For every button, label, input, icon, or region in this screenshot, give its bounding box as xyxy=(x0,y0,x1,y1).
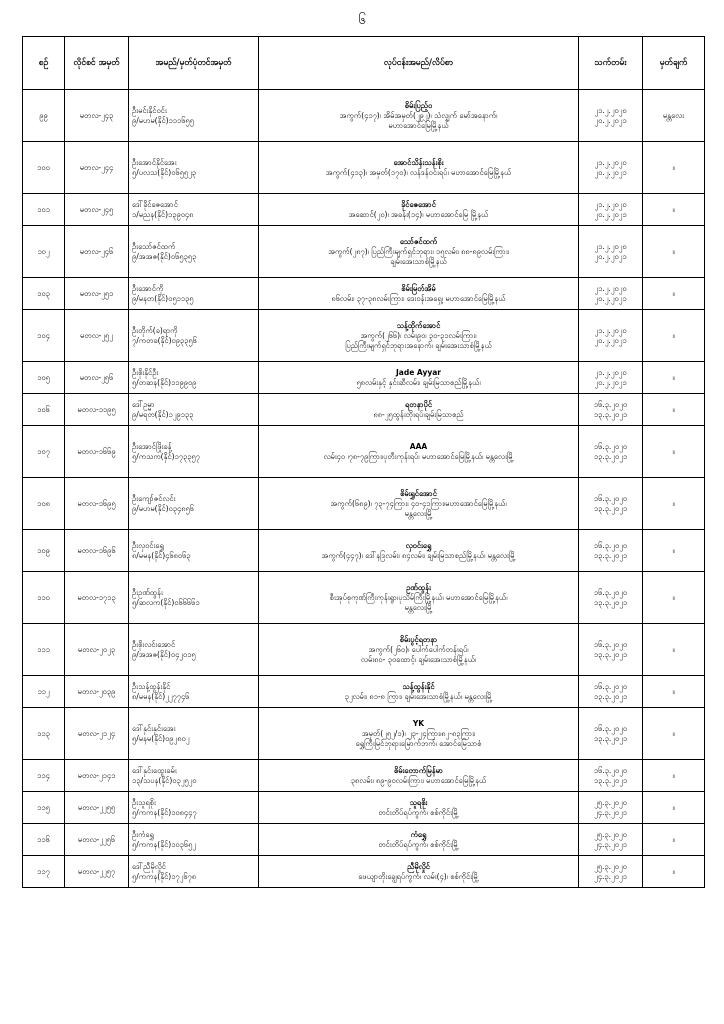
license-cell: မတလ-၂၄၅ xyxy=(65,194,129,226)
page-number: ၆ xyxy=(358,13,366,28)
validity-date: ၂၀.၂.၂၀၂၁ xyxy=(594,335,627,345)
table-row xyxy=(23,760,705,792)
business-cell xyxy=(259,624,579,676)
owner-cell xyxy=(129,90,259,142)
business-name: အောင်သိန်းသန်းစိုး xyxy=(393,157,444,167)
owner-line: ၈/မမန(နိုင်)၄၆၈၀၆၃ xyxy=(132,550,191,560)
validity-date: ၂၅.၃.၂၀၂၀ xyxy=(594,829,627,839)
serial-cell: ၁၀၂ xyxy=(23,226,65,278)
license-cell: မတလ-၁၆၆၉ xyxy=(65,426,129,478)
address-line: စီးအုပ်စုကုဏ်ကြီးကုန်းရွာ၊ပုသိမ်ကြီးမြို့နယ်၊ မဟာအောင်မြေမြို့နယ်၊ xyxy=(329,592,508,602)
owner-cell xyxy=(129,226,259,278)
validity-cell xyxy=(579,530,643,572)
owner-cell xyxy=(129,310,259,362)
table-row xyxy=(23,792,705,824)
validity-date: ၁၃.၃.၂၀၂၁ xyxy=(593,691,628,701)
address-line: အကွက်(၂၈၇)၊ ပြည်ကြီးမျက်ရှင်ဘုရား၊ ၁၅လမ်း၊ ၈၈-၈၉လမ်းကြား၊ xyxy=(328,246,509,256)
validity-cell xyxy=(579,142,643,194)
header-license-no: လိုင်စင် အမှတ် xyxy=(65,37,129,90)
license-cell: မတလ-၁၆၉၆ xyxy=(65,530,129,572)
table-row xyxy=(23,478,705,530)
table-row xyxy=(23,142,705,194)
remark-cell: ။ xyxy=(643,708,705,760)
serial-cell: ၁၀၃ xyxy=(23,278,65,310)
validity-date: ၁၃.၃.၂၀၂၁ xyxy=(593,649,628,659)
remark-cell: ။ xyxy=(643,760,705,792)
owner-cell xyxy=(129,426,259,478)
owner-line: ဒေါ်နှင်းနှင်းအေး xyxy=(132,723,176,733)
validity-date: ၂၅.၃.၂၀၂၀ xyxy=(594,797,627,807)
remark-cell: ။ xyxy=(643,194,705,226)
business-cell xyxy=(259,278,579,310)
owner-line: ဦးသော်ဇင်ထက် xyxy=(132,241,176,251)
owner-cell xyxy=(129,278,259,310)
owner-cell xyxy=(129,572,259,624)
license-cell: မတလ-၂၂၅၇ xyxy=(65,856,129,888)
remark-cell: ။ xyxy=(643,824,705,856)
owner-cell xyxy=(129,708,259,760)
business-cell xyxy=(259,310,579,362)
address-line: ၈၆လမ်း၊ ၃၇-၃၈လမ်းကြား၊ ဒေးဝန်းအရှေ့၊ မဟာအောင်မြေမြို့နယ် xyxy=(331,293,506,303)
business-name: YK xyxy=(412,718,425,728)
remark-cell: ။ xyxy=(643,856,705,888)
owner-line: ၅/ကကန(နိုင်)၁၀၈၄၄၇ xyxy=(132,807,197,817)
owner-line: ၉/မဟမ(နိုင်)၀၃၄၈၅၆ xyxy=(132,503,194,513)
business-cell xyxy=(259,792,579,824)
license-cell: မတလ-၂၂၅၅ xyxy=(65,792,129,824)
owner-line: ဒေါ်နှင်းထွေးခမ်း xyxy=(132,765,177,775)
validity-date: ၁၃.၃.၂၀၂၁ xyxy=(593,775,628,785)
table-row xyxy=(23,394,705,426)
owner-line: ဦးတိုက်(ခ)ရာကို xyxy=(132,325,178,335)
address-line: ချမ်းအေးသာစံမြို့နယ် xyxy=(390,256,447,266)
address-line: လမ်း၄၀ ၊၇၈-၇၉ကြား၊ပုတီးကုန်းရပ်၊ မဟာအောင်မြေမြို့နယ်၊ မန္တလေးမြို့ xyxy=(323,451,514,461)
serial-cell: ၁၁၇ xyxy=(23,856,65,888)
license-cell: မတလ-၂၄၃ xyxy=(65,90,129,142)
owner-line: ၉/မနတ(နိုင်)၀၅၁၁၃၅ xyxy=(132,293,194,303)
license-cell: မတလ-၁၁၉၅ xyxy=(65,394,129,426)
owner-line: ဦးမင်းနိုင်ဝင်း xyxy=(132,105,167,115)
license-table xyxy=(22,36,705,888)
owner-line: ၅/ကကန(နိုင်)၁၇၂၆၇၈ xyxy=(132,871,197,881)
remark-cell: ။ xyxy=(643,572,705,624)
table-row xyxy=(23,426,705,478)
business-name: ခိုင်ဇေအောင် xyxy=(401,199,436,209)
validity-cell xyxy=(579,194,643,226)
validity-date: ၁၃.၃.၂၀၂၁ xyxy=(593,451,628,461)
owner-line: ဦးကံရွှေ xyxy=(132,829,154,839)
validity-date: ၂၁.၂.၂၀၂၀ xyxy=(594,157,627,167)
header-remark: မှတ်ချက် xyxy=(643,37,705,90)
validity-cell xyxy=(579,760,643,792)
owner-line: ၁၃/သပန(နိုင်)၀၃၂၅၂၀ xyxy=(132,775,197,785)
table-row xyxy=(23,856,705,888)
license-cell: မတလ-၂၁၄၁ xyxy=(65,760,129,792)
owner-line: ၅/တဆန(နိုင်)၁၁၉၉၀၉ xyxy=(132,377,197,387)
address-line: ၈၈-၂၅ထွန်းတိုးရပ်၊ချမ်းမြသာစည် xyxy=(373,409,464,419)
validity-date: ၁၆.၃.၂၀၂၀ xyxy=(593,723,628,733)
header-serial: စဉ် xyxy=(23,37,65,90)
table-row xyxy=(23,278,705,310)
business-name: AAA xyxy=(409,441,428,451)
serial-cell: ၁၁၆ xyxy=(23,824,65,856)
remark-cell: ။ xyxy=(643,310,705,362)
owner-line: ၉/အအဇ(နိုင်)၀၄၂၀၁၅ xyxy=(132,649,196,659)
business-name: ညီမိုလှိုင် xyxy=(407,861,430,871)
serial-cell: ၁၀၆ xyxy=(23,394,65,426)
address-line: အကွက်(၆၈၉)၊ ၇၃-၇၄ကြား၊ ၄၀-၄၁ကြား၊မဟာအောင်မြေမြို့နယ်၊ xyxy=(330,498,507,508)
table-row xyxy=(23,572,705,624)
owner-cell xyxy=(129,530,259,572)
business-name: ရတနာပိုင် xyxy=(404,399,432,409)
serial-cell: ၁၁၅ xyxy=(23,792,65,824)
validity-cell xyxy=(579,362,643,394)
owner-cell xyxy=(129,676,259,708)
address-line: ၅၈လမ်းနှင့် နှင်းဆီလမ်း၊ ချမ်းမြသာစည်မြို့နယ်၊ xyxy=(356,377,481,387)
validity-date: ၁၆.၃.၂၀၂၀ xyxy=(593,540,628,550)
owner-line: ဦးအောင်နိုင်အေး xyxy=(132,157,177,167)
validity-date: ၂၀.၂.၂၀၂၁ xyxy=(594,167,627,177)
table-header-row xyxy=(23,37,705,90)
table-row xyxy=(23,226,705,278)
serial-cell: ၁၁၀ xyxy=(23,572,65,624)
validity-date: ၂၁.၂.၂၀၂၀ xyxy=(594,367,627,377)
owner-line: ဒေါ်ညီမိုလှိုင် xyxy=(132,861,166,871)
validity-date: ၁၆.၃.၂၀၂၀ xyxy=(593,681,628,691)
business-cell xyxy=(259,426,579,478)
owner-cell xyxy=(129,142,259,194)
business-cell xyxy=(259,856,579,888)
address-line: ဖေယျာတိုးချွေရပ်ကွက်၊ လမ်း(၄)၊ စစ်ကိုင်းမြို့ xyxy=(358,871,479,881)
validity-cell xyxy=(579,624,643,676)
validity-date: ၂၄.၃.၂၀၂၁ xyxy=(594,871,627,881)
business-cell xyxy=(259,760,579,792)
remark-cell: ။ xyxy=(643,676,705,708)
validity-date: ၂၁.၂.၂၀၂၀ xyxy=(594,325,627,335)
validity-date: ၁၃.၃.၂၀၂၁ xyxy=(593,550,628,560)
business-name: သန့်ထိုက်အောင် xyxy=(396,320,441,330)
owner-line: ၉/အအဇ(နိုင်)၀၆၅၃၅၃ xyxy=(132,251,197,261)
owner-line: ဦးသန့်ထွန်းနိုင် xyxy=(132,681,171,691)
validity-date: ၂၀.၂.၂၀၂၁ xyxy=(594,209,627,219)
validity-date: ၁၃.၃.၂၀၂၁ xyxy=(593,503,628,513)
address-line: အကွက်(၄၁၃)၊ အမှတ်(၁၇၀)၊ လန်ဒန်ဝင်းရပ်၊ မဟာအောင်မြေမြို့နယ် xyxy=(325,167,512,177)
owner-line: ဦးစိုးနိုင်ဦး xyxy=(132,367,159,377)
owner-cell xyxy=(129,194,259,226)
address-line: တင်းတိပ်ရပ်ကွက်၊ စစ်ကိုင်းမြို့ xyxy=(378,839,459,849)
owner-line: ဦးလှဝင်းရွှေ xyxy=(132,540,164,550)
validity-date: ၁၆.၃.၂၀၂၀ xyxy=(593,441,628,451)
business-name: သော်ဇင်ထက် xyxy=(399,236,438,246)
validity-date: ၁၆.၃.၂၀၂၀ xyxy=(593,399,628,409)
business-name: ကံရွှေ xyxy=(410,829,427,839)
table-row xyxy=(23,708,705,760)
validity-date: ၂၁.၂.၂၀၂၀ xyxy=(594,241,627,251)
owner-cell xyxy=(129,856,259,888)
remark-cell: မန္တလေး xyxy=(643,90,705,142)
business-name: လှဝင်းရွှေ xyxy=(405,540,432,550)
remark-cell: ။ xyxy=(643,278,705,310)
table-row xyxy=(23,624,705,676)
business-cell xyxy=(259,90,579,142)
address-line: အမှတ်(၂၅၂/၁)၊ ၂၃-၂၄ကြား၊၈၂-၈၃ကြား၊ xyxy=(361,728,476,738)
address-line: ၃၂လမ်း၊ ၈၁-၈ ကြား၊ ချမ်းအေးသာစံမြို့နယ်၊ မန္တလေးမြို့ xyxy=(344,691,493,701)
serial-cell: ၁၁၄ xyxy=(23,760,65,792)
serial-cell: ၁၀၄ xyxy=(23,310,65,362)
validity-date: ၂၄.၃.၂၀၂၁ xyxy=(594,839,627,849)
owner-line: ၅/ကကန(နိုင်)၁၀၃၆၅၂ xyxy=(132,839,196,849)
validity-date: ၂၁.၂.၂၀၂၀ xyxy=(594,105,627,115)
header-business: လုပ်ငန်းအမည်/လိပ်စာ xyxy=(259,37,579,90)
validity-cell xyxy=(579,310,643,362)
validity-cell xyxy=(579,90,643,142)
serial-cell: ၁၁၃ xyxy=(23,708,65,760)
owner-line: ၉/မရတ(နိုင်)၁၂၉၁၃၃ xyxy=(132,409,194,419)
remark-cell: ။ xyxy=(643,394,705,426)
validity-date: ၂၁.၂.၂၀၂၀ xyxy=(594,199,627,209)
validity-cell xyxy=(579,278,643,310)
owner-cell xyxy=(129,624,259,676)
address-line: အကွက်(၂၆၆)၊ လမ်း၉၀၊ ၃၀-၃၁လမ်းကြား၊ xyxy=(360,330,477,340)
license-cell: မတလ-၁၆၉၅ xyxy=(65,478,129,530)
validity-date: ၂၁.၂.၂၀၂၀ xyxy=(594,283,627,293)
validity-cell xyxy=(579,226,643,278)
address-line: မန္တလေးမြို့ xyxy=(404,602,433,612)
owner-cell xyxy=(129,394,259,426)
business-name: သန့်ထွန်းနိုင် xyxy=(402,681,435,691)
address-line: အကွက်(၄၁၇)၊ အိမ်အမှတ်(၂၉၂)၊ သံလျှက် မော်အနောက်၊ xyxy=(339,110,498,120)
owner-line: ဦးစိုးလင်းအောင် xyxy=(132,639,176,649)
business-name: စိမ်းတောက်မြန်မာ xyxy=(394,765,443,775)
owner-line: ဦးအောင်ကို xyxy=(132,283,164,293)
validity-date: ၁၆.၃.၂၀၂၀ xyxy=(593,493,628,503)
remark-cell: ။ xyxy=(643,142,705,194)
remark-cell: ။ xyxy=(643,226,705,278)
license-cell: မတလ-၂၅၂ xyxy=(65,310,129,362)
business-cell xyxy=(259,478,579,530)
owner-line: ၅/ပလသ(နိုင်)၀၆၅၅၂၃ xyxy=(132,167,196,177)
license-cell: မတလ-၂၅၆ xyxy=(65,362,129,394)
address-line: မဟာအောင်မြေမြို့နယ် xyxy=(388,120,449,130)
validity-date: ၁၃.၃.၂၀၂၁ xyxy=(593,597,628,607)
serial-cell: ၁၁၁ xyxy=(23,624,65,676)
validity-date: ၂၀.၂.၂၀၂၁ xyxy=(594,251,627,261)
validity-date: ၁၆.၃.၂၀၂၀ xyxy=(593,639,628,649)
license-cell: မတလ-၂၂၅၆ xyxy=(65,824,129,856)
owner-line: ၈/မမန(နိုင်)၂၂၇၇၄၆ xyxy=(132,691,190,701)
business-cell xyxy=(259,362,579,394)
serial-cell: ၁၀၇ xyxy=(23,426,65,478)
validity-date: ၂၅.၃.၂၀၂၀ xyxy=(594,861,627,871)
business-name: ဥဏ်ထွန်း xyxy=(406,582,431,592)
table-row xyxy=(23,90,705,142)
validity-date: ၂၀.၂.၂၀၂၁ xyxy=(594,377,627,387)
business-cell xyxy=(259,676,579,708)
owner-line: ဒေါ်ခိုင်ဇေအောင် xyxy=(132,199,178,209)
business-cell xyxy=(259,394,579,426)
address-line: အကွက်(၄၄၇)၊ ဒေါ်နဒြလမ်း၊ ၈၄လမ်း၊ ချမ်းမြသာစည်မြို့နယ်၊ မန္တလေးမြို့ xyxy=(321,550,516,560)
business-name: စိမ်းပွင့်ရတနာ xyxy=(399,634,438,644)
license-cell: မတလ-၂၀၂၃ xyxy=(65,624,129,676)
remark-cell: ။ xyxy=(643,478,705,530)
validity-cell xyxy=(579,676,643,708)
owner-line: ၅/မနမ(နိုင်)၀၉၂၈၀၂ xyxy=(132,733,190,743)
validity-cell xyxy=(579,572,643,624)
remark-cell: ။ xyxy=(643,426,705,478)
business-cell xyxy=(259,142,579,194)
owner-line: ဦးအောင်ဖြိုးခန့် xyxy=(132,441,172,451)
owner-cell xyxy=(129,824,259,856)
validity-cell xyxy=(579,824,643,856)
remark-cell: ။ xyxy=(643,624,705,676)
serial-cell: ၁၀၅ xyxy=(23,362,65,394)
validity-cell xyxy=(579,426,643,478)
license-cell: မတလ-၂၄၆ xyxy=(65,226,129,278)
address-line: ပြည်ကြီးမျက်ရှင်ဘုရားအနောက်၊ ချမ်းအေးသာစံမြို့နယ် xyxy=(345,340,492,350)
license-cell: မတလ-၂၁၂၄ xyxy=(65,708,129,760)
serial-cell: ၉၉ xyxy=(23,90,65,142)
business-cell xyxy=(259,530,579,572)
business-cell xyxy=(259,824,579,856)
license-cell: မတလ-၂၅၁ xyxy=(65,278,129,310)
validity-date: ၁၃.၃.၂၀၂၁ xyxy=(593,733,628,743)
owner-cell xyxy=(129,760,259,792)
validity-cell xyxy=(579,708,643,760)
address-line: ရွှေကြီးမြင်ဘုရားမြောက်ဘက်၊ အောင်မြေသာစံ xyxy=(355,738,482,748)
table-row xyxy=(23,194,705,226)
validity-date: ၁၆.၃.၂၀၂၀ xyxy=(593,765,628,775)
table-row xyxy=(23,362,705,394)
table-row xyxy=(23,676,705,708)
owner-line: ဦးသူရစိုး xyxy=(132,797,156,807)
serial-cell: ၁၁၂ xyxy=(23,676,65,708)
remark-cell: ။ xyxy=(643,362,705,394)
owner-line: ၉/မဟမ(နိုင်)၁၁၁၆၅၅ xyxy=(132,115,194,125)
serial-cell: ၁၀၉ xyxy=(23,530,65,572)
owner-line: ၅/ကသက(နိုင်)၁၇၃၃၅၇ xyxy=(132,451,200,461)
serial-cell: ၁၀၁ xyxy=(23,194,65,226)
license-cell: မတလ-၁၇၁၃ xyxy=(65,572,129,624)
business-cell xyxy=(259,708,579,760)
remark-cell: ။ xyxy=(643,792,705,824)
validity-date: ၂၄.၃.၂၀၂၁ xyxy=(594,807,627,817)
owner-line: ၁/မညန(နိုင်)၁၃၉၀၄၈ xyxy=(132,209,194,219)
address-line: အဆောင်(၂၀)၊ အခန်း(၁၄)၊ မဟာအောင်မြေ မြို့နယ် xyxy=(348,209,489,219)
owner-line: ဒေါ်ဥမ္မာ xyxy=(132,399,155,409)
remark-cell: ။ xyxy=(643,530,705,572)
business-name: စိမ်းပြည့်ဝ xyxy=(404,100,433,110)
business-name: စိမ်းရွှင်အောင် xyxy=(400,488,437,498)
business-name: Jade Ayyar xyxy=(396,367,441,377)
owner-cell xyxy=(129,792,259,824)
validity-date: ၂၀.၂.၂၀၂၁ xyxy=(594,293,627,303)
serial-cell: ၁၀၀ xyxy=(23,142,65,194)
business-cell xyxy=(259,226,579,278)
owner-cell xyxy=(129,362,259,394)
owner-line: ဦးကျော်ဇင်လင်း xyxy=(132,493,176,503)
license-cell: မတလ-၂၀၃၉ xyxy=(65,676,129,708)
validity-cell xyxy=(579,856,643,888)
serial-cell: ၁၀၈ xyxy=(23,478,65,530)
owner-line: ဦးဥဏ်ထွန်း xyxy=(132,587,163,597)
business-name: စိမ်းမြတ်အိမ် xyxy=(401,283,436,293)
table-row xyxy=(23,824,705,856)
validity-date: ၁၃.၃.၂၀၂၁ xyxy=(593,409,628,419)
business-cell xyxy=(259,572,579,624)
address-line: တင်းတိပ်ရပ်ကွက်၊ စစ်ကိုင်းမြို့ xyxy=(378,807,459,817)
address-line: ၃၈လမ်း၊ ၈၉-၉၀လမ်းကြား၊ မဟာအောင်မြေမြို့နယ် xyxy=(350,775,487,785)
header-validity: သက်တမ်း xyxy=(579,37,643,90)
owner-cell xyxy=(129,478,259,530)
address-line: လမ်း၈၀- ၃၀ထောင့်၊ ချမ်းအေးသာစံမြို့နယ်၊ xyxy=(360,654,477,664)
validity-cell xyxy=(579,394,643,426)
license-cell: မတလ-၂၄၄ xyxy=(65,142,129,194)
header-owner: အမည်/မှတ်ပုံတင်အမှတ် xyxy=(129,37,259,90)
owner-line: ၅/ဆလက(နိုင်)၀၆၆၆၆၁ xyxy=(132,597,200,607)
validity-date: ၁၆.၃.၂၀၂၀ xyxy=(593,587,628,597)
table-row xyxy=(23,530,705,572)
owner-line: ၇/ကတခ(နိုင်)၀၉၃၃၅၆ xyxy=(132,335,197,345)
validity-cell xyxy=(579,478,643,530)
validity-date: ၂၀.၂.၂၀၂၁ xyxy=(594,115,627,125)
business-cell xyxy=(259,194,579,226)
address-line: အကွက်(၂၆၀)၊ ပေါက်ပေါက်တန်းရပ်၊ xyxy=(368,644,469,654)
address-line: မန္တလေးမြို့ xyxy=(404,508,433,518)
table-row xyxy=(23,310,705,362)
business-name: သူရစိုး xyxy=(409,797,428,807)
validity-cell xyxy=(579,792,643,824)
